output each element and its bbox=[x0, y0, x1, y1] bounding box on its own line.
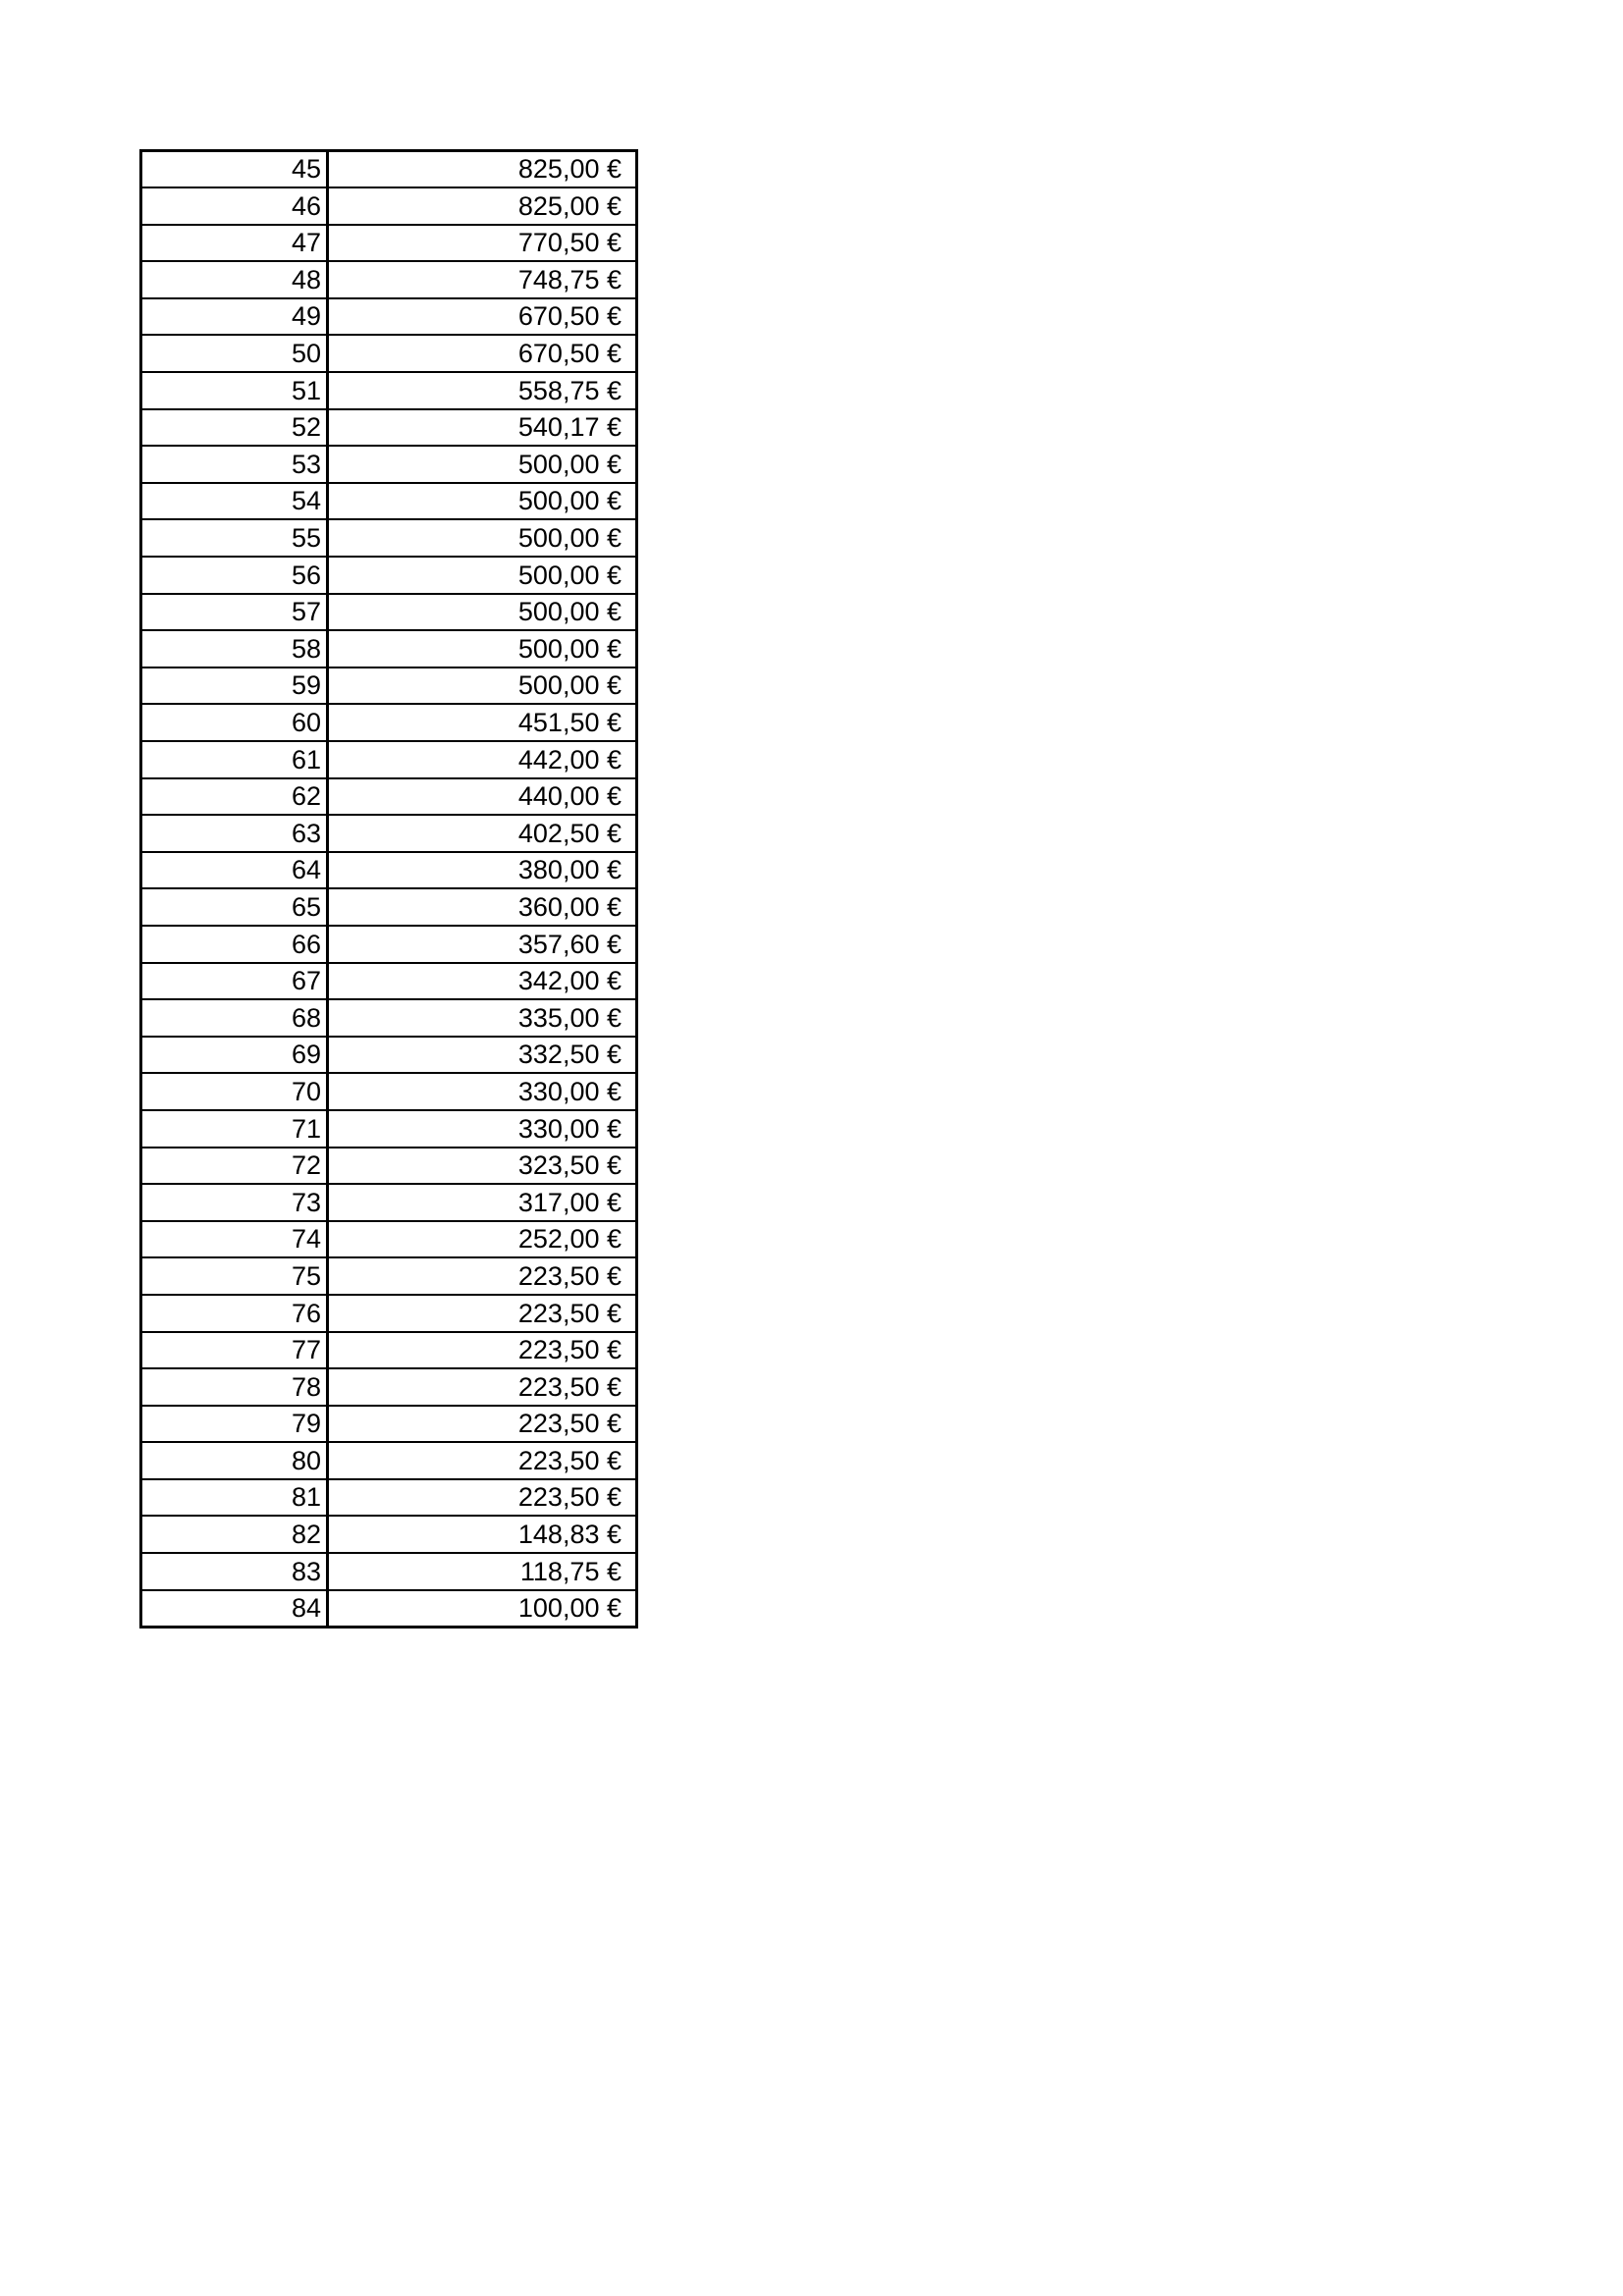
rank-cell: 82 bbox=[141, 1516, 328, 1553]
rank-cell: 54 bbox=[141, 483, 328, 520]
amount-cell: 252,00 € bbox=[328, 1221, 637, 1258]
rank-cell: 57 bbox=[141, 594, 328, 631]
amount-cell: 500,00 € bbox=[328, 630, 637, 667]
rank-cell: 68 bbox=[141, 999, 328, 1037]
table-row bbox=[141, 446, 637, 483]
amount-cell: 670,50 € bbox=[328, 298, 637, 336]
rank-cell: 74 bbox=[141, 1221, 328, 1258]
table-row bbox=[141, 372, 637, 409]
amount-cell: 100,00 € bbox=[328, 1590, 637, 1628]
table-row bbox=[141, 888, 637, 926]
rank-cell: 73 bbox=[141, 1184, 328, 1221]
amount-cell: 223,50 € bbox=[328, 1406, 637, 1443]
table-row bbox=[141, 852, 637, 889]
amount-cell: 670,50 € bbox=[328, 335, 637, 372]
rank-cell: 69 bbox=[141, 1037, 328, 1074]
amount-cell: 223,50 € bbox=[328, 1442, 637, 1479]
amount-cell: 770,50 € bbox=[328, 225, 637, 262]
table-row bbox=[141, 557, 637, 594]
table-row bbox=[141, 151, 637, 188]
rank-cell: 83 bbox=[141, 1553, 328, 1590]
table-row bbox=[141, 1148, 637, 1185]
amount-cell: 500,00 € bbox=[328, 446, 637, 483]
table-row bbox=[141, 335, 637, 372]
table-row bbox=[141, 409, 637, 447]
rank-cell: 65 bbox=[141, 888, 328, 926]
table-row bbox=[141, 1516, 637, 1553]
table-row bbox=[141, 630, 637, 667]
rank-cell: 53 bbox=[141, 446, 328, 483]
amount-cell: 540,17 € bbox=[328, 409, 637, 447]
rank-cell: 71 bbox=[141, 1110, 328, 1148]
rank-cell: 62 bbox=[141, 778, 328, 816]
amount-cell: 357,60 € bbox=[328, 926, 637, 963]
table-row bbox=[141, 1332, 637, 1369]
amount-cell: 118,75 € bbox=[328, 1553, 637, 1590]
amount-cell: 335,00 € bbox=[328, 999, 637, 1037]
table-row bbox=[141, 483, 637, 520]
amount-cell: 360,00 € bbox=[328, 888, 637, 926]
table-row bbox=[141, 594, 637, 631]
table-row bbox=[141, 1073, 637, 1110]
amount-cell: 223,50 € bbox=[328, 1368, 637, 1406]
table-row bbox=[141, 704, 637, 741]
amounts-table bbox=[139, 149, 638, 1629]
rank-cell: 76 bbox=[141, 1295, 328, 1332]
amount-cell: 748,75 € bbox=[328, 261, 637, 298]
rank-cell: 46 bbox=[141, 187, 328, 225]
table-row bbox=[141, 1590, 637, 1628]
table-row bbox=[141, 1184, 637, 1221]
amount-cell: 442,00 € bbox=[328, 741, 637, 778]
table-row bbox=[141, 1406, 637, 1443]
table-row bbox=[141, 187, 637, 225]
amount-cell: 825,00 € bbox=[328, 151, 637, 188]
amount-cell: 223,50 € bbox=[328, 1479, 637, 1517]
rank-cell: 64 bbox=[141, 852, 328, 889]
rank-cell: 52 bbox=[141, 409, 328, 447]
rank-cell: 48 bbox=[141, 261, 328, 298]
rank-cell: 77 bbox=[141, 1332, 328, 1369]
rank-cell: 75 bbox=[141, 1257, 328, 1295]
amount-cell: 223,50 € bbox=[328, 1295, 637, 1332]
amount-cell: 440,00 € bbox=[328, 778, 637, 816]
rank-cell: 67 bbox=[141, 963, 328, 1000]
table-row bbox=[141, 926, 637, 963]
amount-cell: 558,75 € bbox=[328, 372, 637, 409]
rank-cell: 78 bbox=[141, 1368, 328, 1406]
rank-cell: 79 bbox=[141, 1406, 328, 1443]
rank-cell: 72 bbox=[141, 1148, 328, 1185]
rank-cell: 50 bbox=[141, 335, 328, 372]
rank-cell: 80 bbox=[141, 1442, 328, 1479]
amount-cell: 402,50 € bbox=[328, 815, 637, 852]
rank-cell: 81 bbox=[141, 1479, 328, 1517]
amount-cell: 500,00 € bbox=[328, 519, 637, 557]
rank-cell: 59 bbox=[141, 667, 328, 705]
amount-cell: 330,00 € bbox=[328, 1110, 637, 1148]
amount-cell: 825,00 € bbox=[328, 187, 637, 225]
table-row bbox=[141, 778, 637, 816]
table-row bbox=[141, 1442, 637, 1479]
rank-cell: 58 bbox=[141, 630, 328, 667]
table-row bbox=[141, 1037, 637, 1074]
amount-cell: 500,00 € bbox=[328, 667, 637, 705]
table-row bbox=[141, 261, 637, 298]
amount-cell: 380,00 € bbox=[328, 852, 637, 889]
rank-cell: 56 bbox=[141, 557, 328, 594]
rank-cell: 51 bbox=[141, 372, 328, 409]
amount-cell: 451,50 € bbox=[328, 704, 637, 741]
amount-cell: 342,00 € bbox=[328, 963, 637, 1000]
amount-cell: 317,00 € bbox=[328, 1184, 637, 1221]
rank-cell: 60 bbox=[141, 704, 328, 741]
table-row bbox=[141, 667, 637, 705]
table-row bbox=[141, 1553, 637, 1590]
table-row bbox=[141, 1221, 637, 1258]
table-row bbox=[141, 815, 637, 852]
rank-cell: 63 bbox=[141, 815, 328, 852]
amount-cell: 330,00 € bbox=[328, 1073, 637, 1110]
rank-cell: 45 bbox=[141, 151, 328, 188]
amounts-table-body bbox=[141, 151, 637, 1628]
amount-cell: 223,50 € bbox=[328, 1332, 637, 1369]
table-row bbox=[141, 1110, 637, 1148]
amount-cell: 223,50 € bbox=[328, 1257, 637, 1295]
table-row bbox=[141, 1479, 637, 1517]
table-row bbox=[141, 519, 637, 557]
amount-cell: 332,50 € bbox=[328, 1037, 637, 1074]
table-row bbox=[141, 298, 637, 336]
table-row bbox=[141, 741, 637, 778]
table-row bbox=[141, 1368, 637, 1406]
table-row bbox=[141, 1295, 637, 1332]
rank-cell: 66 bbox=[141, 926, 328, 963]
table-row bbox=[141, 1257, 637, 1295]
rank-cell: 70 bbox=[141, 1073, 328, 1110]
amount-cell: 500,00 € bbox=[328, 483, 637, 520]
amount-cell: 148,83 € bbox=[328, 1516, 637, 1553]
rank-cell: 47 bbox=[141, 225, 328, 262]
rank-cell: 61 bbox=[141, 741, 328, 778]
amount-cell: 500,00 € bbox=[328, 594, 637, 631]
rank-cell: 55 bbox=[141, 519, 328, 557]
rank-cell: 49 bbox=[141, 298, 328, 336]
table-row bbox=[141, 999, 637, 1037]
amount-cell: 323,50 € bbox=[328, 1148, 637, 1185]
table-row bbox=[141, 963, 637, 1000]
rank-cell: 84 bbox=[141, 1590, 328, 1628]
table-row bbox=[141, 225, 637, 262]
amount-cell: 500,00 € bbox=[328, 557, 637, 594]
